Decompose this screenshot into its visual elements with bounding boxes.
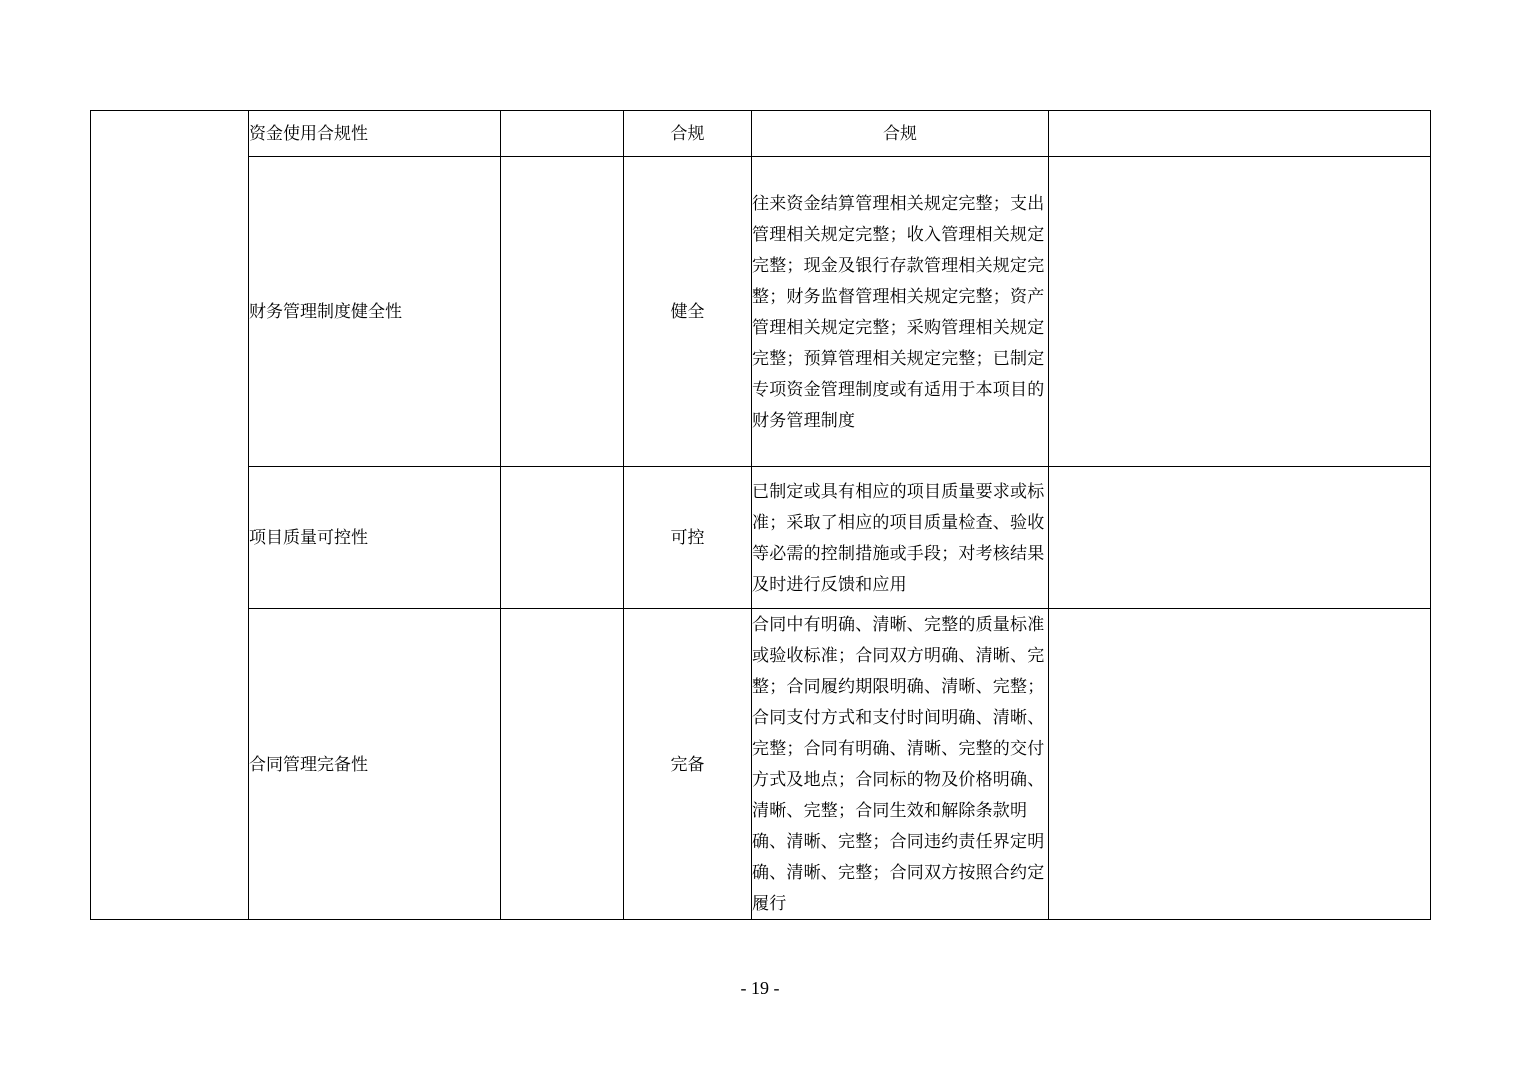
description-cell: 合规 <box>752 111 1049 157</box>
category-cell <box>91 111 249 920</box>
page-number: - 19 - <box>740 978 780 998</box>
standard-cell: 完备 <box>624 609 752 920</box>
indicator-name-cell: 财务管理制度健全性 <box>249 157 501 467</box>
indicator-name-cell: 项目质量可控性 <box>249 467 501 609</box>
standard-cell: 可控 <box>624 467 752 609</box>
table-row <box>91 467 1431 609</box>
description-text: 已制定或具有相应的项目质量要求或标准；采取了相应的项目质量检查、验收等必需的控制措施或手段；对考核结果及时进行反馈和应用 <box>752 481 1045 594</box>
standard-cell: 健全 <box>624 157 752 467</box>
description-text: 合同中有明确、清晰、完整的质量标准或验收标准；合同双方明确、清晰、完整；合同履约期限明确、清晰、完整；合同支付方式和支付时间明确、清晰、完整；合同有明确、清晰、完整的交付方式及地点；合同标的物及价格明确、清晰、完整；合同生效和解除条款明确、清晰、完整；合同违约责任界定明确、清晰、完整；合同双方按照合约定履行 <box>752 615 1045 913</box>
description-cell <box>752 467 1049 609</box>
evaluation-table <box>90 110 1431 920</box>
note-cell <box>1049 157 1431 467</box>
note-cell <box>1049 467 1431 609</box>
description-text: 往来资金结算管理相关规定完整；支出管理相关规定完整；收入管理相关规定完整；现金及银行存款管理相关规定完整；财务监督管理相关规定完整；资产管理相关规定完整；采购管理相关规定完整；预算管理相关规定完整；已制定专项资金管理制度或有适用于本项目的财务管理制度 <box>752 193 1045 430</box>
indicator-name-cell: 合同管理完备性 <box>249 609 501 920</box>
standard-cell: 合规 <box>624 111 752 157</box>
table-row <box>91 609 1431 920</box>
description-cell <box>752 157 1049 467</box>
table-row <box>91 111 1431 157</box>
indicator-name-cell: 资金使用合规性 <box>249 111 501 157</box>
weight-cell <box>501 157 624 467</box>
weight-cell <box>501 467 624 609</box>
note-cell <box>1049 111 1431 157</box>
weight-cell <box>501 111 624 157</box>
weight-cell <box>501 609 624 920</box>
table-row <box>91 157 1431 467</box>
evaluation-table-container <box>90 110 1430 920</box>
description-cell <box>752 609 1049 920</box>
note-cell <box>1049 609 1431 920</box>
